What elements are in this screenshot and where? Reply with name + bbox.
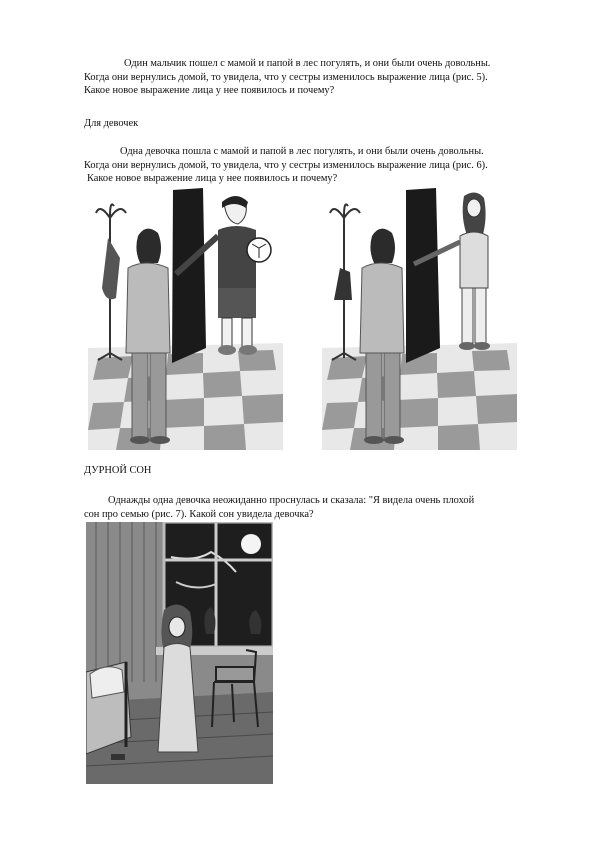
slippers bbox=[111, 754, 125, 760]
door bbox=[172, 188, 206, 363]
paragraph-line: Какое новое выражение лица у нее появилось и почему? bbox=[84, 85, 335, 97]
checker-floor bbox=[88, 343, 283, 450]
paragraph-line: Один мальчик пошел с мамой и папой в лес погулять, и они были очень довольны. bbox=[124, 58, 491, 69]
heading-for-girls: Для девочек bbox=[84, 118, 139, 129]
paragraph-line: Одна девочка пошла с мамой и папой в лес погулять, и они были очень довольны. bbox=[120, 146, 484, 157]
paragraph-girl bbox=[84, 145, 564, 186]
figure-5-illustration bbox=[88, 188, 283, 450]
figure-6-illustration bbox=[322, 188, 517, 450]
checker-floor bbox=[322, 343, 517, 450]
paragraph-boy bbox=[84, 57, 564, 98]
paragraph-line: Когда они вернулись домой, то увидела, что у сестры изменилось выражение лица (рис. 5). bbox=[84, 71, 488, 83]
section-heading-bad-dream: ДУРНОЙ СОН bbox=[84, 465, 152, 476]
moon bbox=[241, 534, 261, 554]
girl-figure bbox=[158, 604, 198, 752]
paragraph-line: сон про семью (рис. 7). Какой сон увидела девочка? bbox=[84, 508, 314, 520]
paragraph-line: Однажды одна девочка неожиданно проснулась и сказала: "Я видела очень плохой bbox=[108, 495, 475, 506]
door bbox=[406, 188, 440, 363]
paragraph-line: Какое новое выражение лица у нее появилось и почему? bbox=[87, 173, 338, 185]
paragraph-line: Когда они вернулись домой, то увидела, что у сестры изменилось выражение лица (рис. 6). bbox=[84, 159, 488, 171]
figure-7-illustration bbox=[86, 522, 273, 784]
paragraph-dream bbox=[84, 494, 564, 521]
